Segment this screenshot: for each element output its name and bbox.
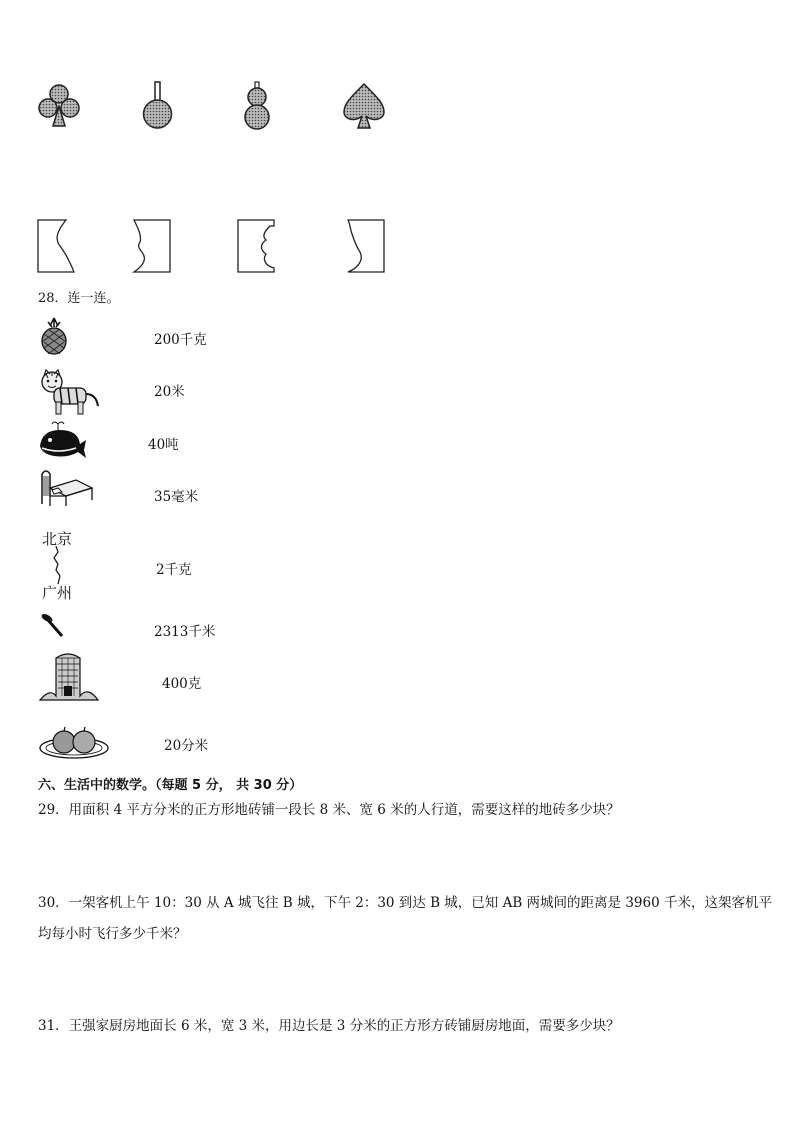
apple-plate-icon <box>38 722 110 762</box>
half-shape-1-figure <box>36 218 80 274</box>
gourd-shape-figure <box>242 80 272 132</box>
q28-label: 28．连一连。 <box>38 291 120 306</box>
q29-text: 29．用面积 4 平方分米的正方形地砖铺一段长 8 米、宽 6 米的人行道，需要这样的地砖多少块？ <box>38 802 620 818</box>
pineapple-icon <box>38 316 70 356</box>
map-guangzhou-label: 广州 <box>42 584 73 602</box>
map-beijing-label: 北京 <box>42 530 73 548</box>
whale-icon <box>38 420 88 460</box>
half-shape-4-figure <box>344 218 388 274</box>
unit-option-2[interactable]: 20米 <box>154 384 185 400</box>
q30-text-line2: 均每小时飞行多少千米？ <box>38 926 187 942</box>
section-6-heading: 六、生活中的数学。（每题 5 分， 共 30 分） <box>38 778 303 793</box>
unit-option-8[interactable]: 20分米 <box>164 738 209 754</box>
nail-icon <box>40 612 68 640</box>
unit-option-5[interactable]: 2千克 <box>156 562 192 578</box>
club-shape-figure <box>36 82 82 130</box>
building-icon <box>38 650 100 702</box>
unit-option-4[interactable]: 35毫米 <box>154 489 199 505</box>
unit-option-7[interactable]: 400克 <box>162 676 202 692</box>
tiger-icon <box>38 366 102 416</box>
spade-shape-figure <box>340 80 388 132</box>
q31-text: 31．王强家厨房地面长 6 米，宽 3 米，用边长是 3 分米的正方形方砖铺厨房地面，需要多少块？ <box>38 1018 620 1034</box>
pan-shape-figure <box>140 80 176 132</box>
unit-option-3[interactable]: 40吨 <box>148 437 179 453</box>
beijing-guangzhou-map-icon <box>38 526 84 600</box>
q30-text-line1: 30．一架客机上午 10：30 从 A 城飞往 B 城，下午 2：30 到达 B 城，已知 AB 两城间的距离是 3960 千米，这架客机平 <box>38 895 772 911</box>
half-shape-3-figure <box>236 218 280 274</box>
bed-icon <box>38 466 94 508</box>
half-shape-2-figure <box>130 218 174 274</box>
unit-option-1[interactable]: 200千克 <box>154 332 207 348</box>
unit-option-6[interactable]: 2313千米 <box>154 624 216 640</box>
